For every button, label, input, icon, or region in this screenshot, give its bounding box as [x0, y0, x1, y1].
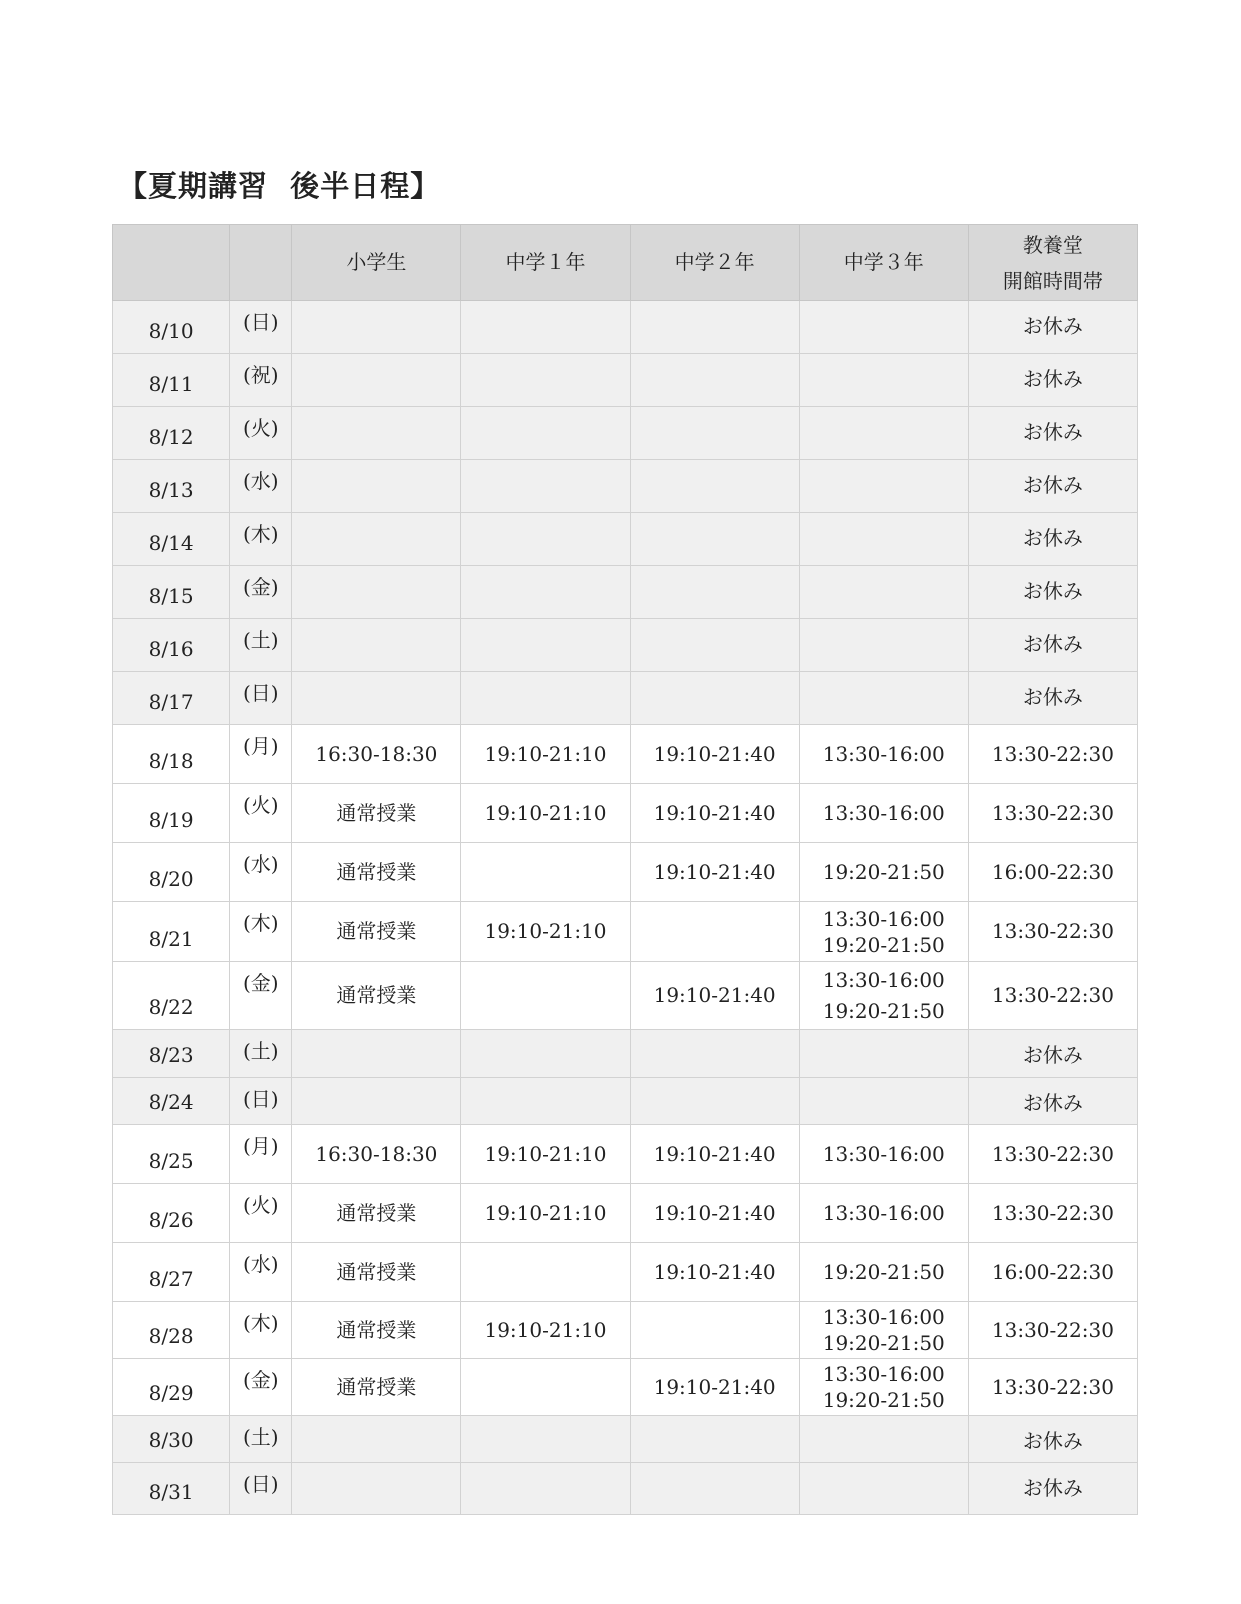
weekday-text: (日): [242, 310, 279, 334]
cell-junior-1: 19:10-21:10: [461, 784, 630, 843]
weekday-text: (土): [242, 1039, 279, 1063]
cell-junior-1: [461, 354, 630, 407]
time-range: 19:20-21:50: [822, 932, 945, 957]
cell-weekday: [230, 1078, 292, 1125]
table-row: [113, 725, 1138, 784]
table-row: [113, 460, 1138, 513]
weekday-text: (水): [242, 852, 279, 876]
weekday-text: (土): [242, 628, 279, 652]
cell-hall-hours: 13:30-22:30: [968, 784, 1137, 843]
date-text: 8/28: [148, 1324, 194, 1348]
table-row: [113, 566, 1138, 619]
header-elementary: 小学生: [292, 225, 461, 301]
cell-junior-3: 13:30-16:00: [799, 784, 968, 843]
table-row: [113, 1302, 1138, 1359]
cell-date: [113, 843, 230, 902]
cell-junior-2: [630, 1302, 799, 1359]
cell-elementary: [292, 1078, 461, 1125]
cell-hall-hours: 16:00-22:30: [968, 843, 1137, 902]
cell-weekday: [230, 672, 292, 725]
cell-junior-1: 19:10-21:10: [461, 1184, 630, 1243]
cell-junior-2: [630, 902, 799, 962]
cell-weekday: [230, 1463, 292, 1515]
cell-elementary: [292, 672, 461, 725]
cell-date: [113, 513, 230, 566]
table-row: [113, 513, 1138, 566]
header-hall-hours-line: 教養堂: [1022, 232, 1083, 257]
cell-junior-2: [630, 407, 799, 460]
cell-date: [113, 1125, 230, 1184]
cell-junior-3: [799, 1359, 968, 1416]
cell-junior-3: 13:30-16:00: [799, 1125, 968, 1184]
date-text: 8/31: [148, 1480, 194, 1504]
cell-junior-1: [461, 407, 630, 460]
header-junior-2: 中学２年: [630, 225, 799, 301]
cell-junior-2: 19:10-21:40: [630, 784, 799, 843]
cell-date: [113, 902, 230, 962]
table-row: [113, 1416, 1138, 1463]
time-range: 13:30-16:00: [822, 906, 945, 931]
date-text: 8/26: [148, 1208, 194, 1232]
cell-junior-2: [630, 301, 799, 354]
cell-hall-hours: お休み: [968, 354, 1137, 407]
cell-weekday: [230, 460, 292, 513]
weekday-text: (祝): [242, 363, 279, 387]
weekday-text: (金): [242, 971, 279, 995]
cell-weekday: [230, 1030, 292, 1078]
cell-hall-hours: お休み: [968, 619, 1137, 672]
cell-elementary: 通常授業: [292, 784, 461, 843]
cell-hall-hours: 13:30-22:30: [968, 1184, 1137, 1243]
cell-junior-3: [799, 1302, 968, 1359]
cell-junior-1: [461, 672, 630, 725]
header-weekday: [230, 225, 292, 301]
cell-date: [113, 407, 230, 460]
cell-date: [113, 725, 230, 784]
schedule-table: [112, 224, 1138, 1515]
weekday-text: (土): [242, 1425, 279, 1449]
date-text: 8/24: [148, 1090, 194, 1114]
cell-hall-hours: お休み: [968, 1463, 1137, 1515]
cell-junior-3: [799, 672, 968, 725]
date-text: 8/25: [148, 1149, 194, 1173]
cell-junior-2: 19:10-21:40: [630, 1184, 799, 1243]
cell-junior-1: [461, 962, 630, 1030]
cell-weekday: [230, 354, 292, 407]
cell-junior-2: [630, 1416, 799, 1463]
time-range: 13:30-16:00: [822, 1362, 945, 1386]
table-row: [113, 962, 1138, 1030]
cell-junior-2: [630, 1463, 799, 1515]
cell-junior-1: [461, 301, 630, 354]
cell-hall-hours: お休み: [968, 301, 1137, 354]
cell-elementary: 通常授業: [292, 962, 461, 1030]
date-text: 8/11: [148, 372, 194, 396]
cell-junior-1: [461, 1416, 630, 1463]
cell-weekday: [230, 513, 292, 566]
cell-date: [113, 301, 230, 354]
cell-junior-1: [461, 1359, 630, 1416]
cell-junior-3: 13:30-16:00: [799, 725, 968, 784]
cell-elementary: 通常授業: [292, 1359, 461, 1416]
cell-date: [113, 1416, 230, 1463]
weekday-text: (日): [242, 1472, 279, 1496]
weekday-text: (金): [242, 575, 279, 599]
cell-hall-hours: 16:00-22:30: [968, 1243, 1137, 1302]
weekday-text: (火): [242, 1193, 279, 1217]
cell-elementary: 16:30-18:30: [292, 1125, 461, 1184]
cell-junior-3: [799, 619, 968, 672]
table-row: [113, 902, 1138, 962]
cell-junior-1: [461, 1078, 630, 1125]
header-hall-hours: [968, 225, 1137, 301]
date-text: 8/22: [148, 995, 194, 1019]
cell-junior-1: [461, 1030, 630, 1078]
time-range: 19:20-21:50: [822, 1331, 945, 1355]
cell-hall-hours: お休み: [968, 1416, 1137, 1463]
cell-hall-hours: お休み: [968, 513, 1137, 566]
cell-junior-3: 19:20-21:50: [799, 843, 968, 902]
cell-elementary: 通常授業: [292, 1302, 461, 1359]
table-row: [113, 672, 1138, 725]
cell-weekday: [230, 566, 292, 619]
cell-weekday: [230, 1125, 292, 1184]
table-row: [113, 1463, 1138, 1515]
cell-junior-3: 19:20-21:50: [799, 1243, 968, 1302]
cell-hall-hours: お休み: [968, 1078, 1137, 1125]
cell-junior-3: [799, 513, 968, 566]
date-text: 8/18: [148, 749, 194, 773]
weekday-text: (日): [242, 681, 279, 705]
weekday-text: (月): [242, 734, 279, 758]
cell-weekday: [230, 902, 292, 962]
cell-hall-hours: お休み: [968, 407, 1137, 460]
cell-junior-3: [799, 566, 968, 619]
weekday-text: (木): [242, 522, 279, 546]
cell-hall-hours: 13:30-22:30: [968, 1302, 1137, 1359]
cell-elementary: 16:30-18:30: [292, 725, 461, 784]
cell-weekday: [230, 1416, 292, 1463]
table-row: [113, 1184, 1138, 1243]
cell-elementary: 通常授業: [292, 902, 461, 962]
date-text: 8/10: [148, 319, 194, 343]
date-text: 8/23: [148, 1043, 194, 1067]
table-row: [113, 843, 1138, 902]
date-text: 8/20: [148, 867, 194, 891]
cell-junior-3: [799, 301, 968, 354]
date-text: 8/14: [148, 531, 194, 555]
cell-junior-1: [461, 1463, 630, 1515]
weekday-text: (木): [242, 1311, 279, 1335]
cell-elementary: [292, 354, 461, 407]
cell-junior-2: [630, 513, 799, 566]
cell-hall-hours: 13:30-22:30: [968, 902, 1137, 962]
table-row: [113, 1078, 1138, 1125]
date-text: 8/16: [148, 637, 194, 661]
cell-junior-1: 19:10-21:10: [461, 725, 630, 784]
cell-weekday: [230, 301, 292, 354]
table-row: [113, 619, 1138, 672]
cell-junior-2: [630, 619, 799, 672]
weekday-text: (水): [242, 1252, 279, 1276]
cell-date: [113, 1184, 230, 1243]
cell-junior-1: [461, 566, 630, 619]
header-junior-3: 中学３年: [799, 225, 968, 301]
cell-elementary: [292, 460, 461, 513]
weekday-text: (月): [242, 1134, 279, 1158]
table-row: [113, 784, 1138, 843]
weekday-text: (火): [242, 793, 279, 817]
cell-hall-hours: お休み: [968, 1030, 1137, 1078]
schedule-body: [113, 301, 1138, 1515]
date-text: 8/12: [148, 425, 194, 449]
cell-junior-3: [799, 407, 968, 460]
table-row: [113, 407, 1138, 460]
cell-junior-3: [799, 962, 968, 1030]
cell-junior-1: 19:10-21:10: [461, 1302, 630, 1359]
cell-junior-2: [630, 566, 799, 619]
cell-junior-3: [799, 1463, 968, 1515]
cell-elementary: [292, 1463, 461, 1515]
page-title: 【夏期講習 後半日程】: [118, 169, 441, 203]
date-text: 8/21: [148, 927, 194, 951]
cell-date: [113, 1078, 230, 1125]
cell-junior-1: 19:10-21:10: [461, 902, 630, 962]
cell-date: [113, 672, 230, 725]
header-hall-hours-line: 開館時間帯: [1002, 268, 1103, 293]
weekday-text: (日): [242, 1087, 279, 1111]
time-range: 19:20-21:50: [822, 1388, 945, 1412]
cell-junior-3: [799, 354, 968, 407]
cell-elementary: 通常授業: [292, 1184, 461, 1243]
cell-weekday: [230, 725, 292, 784]
cell-date: [113, 1243, 230, 1302]
date-text: 8/15: [148, 584, 194, 608]
date-text: 8/29: [148, 1381, 194, 1405]
cell-date: [113, 1359, 230, 1416]
cell-weekday: [230, 1184, 292, 1243]
cell-hall-hours: 13:30-22:30: [968, 1359, 1137, 1416]
cell-junior-2: 19:10-21:40: [630, 1125, 799, 1184]
date-text: 8/30: [148, 1428, 194, 1452]
cell-junior-2: 19:10-21:40: [630, 725, 799, 784]
cell-weekday: [230, 407, 292, 460]
header-date: [113, 225, 230, 301]
cell-junior-3: [799, 1416, 968, 1463]
cell-junior-2: [630, 354, 799, 407]
cell-hall-hours: 13:30-22:30: [968, 725, 1137, 784]
cell-junior-1: 19:10-21:10: [461, 1125, 630, 1184]
cell-junior-3: [799, 1030, 968, 1078]
cell-elementary: [292, 513, 461, 566]
table-row: [113, 1030, 1138, 1078]
table-row: [113, 1359, 1138, 1416]
date-text: 8/27: [148, 1267, 194, 1291]
cell-elementary: [292, 566, 461, 619]
cell-date: [113, 1302, 230, 1359]
cell-hall-hours: お休み: [968, 672, 1137, 725]
cell-elementary: 通常授業: [292, 843, 461, 902]
cell-junior-2: 19:10-21:40: [630, 1243, 799, 1302]
cell-weekday: [230, 962, 292, 1030]
time-range: 19:20-21:50: [822, 998, 945, 1023]
cell-date: [113, 784, 230, 843]
cell-junior-2: 19:10-21:40: [630, 962, 799, 1030]
cell-elementary: [292, 619, 461, 672]
date-text: 8/13: [148, 478, 194, 502]
header-hall-hours-text: [969, 227, 1137, 299]
cell-junior-2: [630, 1078, 799, 1125]
cell-hall-hours: 13:30-22:30: [968, 1125, 1137, 1184]
weekday-text: (火): [242, 416, 279, 440]
cell-hall-hours: お休み: [968, 460, 1137, 513]
date-text: 8/17: [148, 690, 194, 714]
table-row: [113, 1243, 1138, 1302]
time-range: 13:30-16:00: [822, 967, 945, 992]
cell-weekday: [230, 619, 292, 672]
weekday-text: (金): [242, 1368, 279, 1392]
cell-date: [113, 1463, 230, 1515]
cell-elementary: [292, 301, 461, 354]
table-row: [113, 301, 1138, 354]
cell-date: [113, 354, 230, 407]
cell-date: [113, 566, 230, 619]
cell-junior-2: [630, 1030, 799, 1078]
cell-elementary: 通常授業: [292, 1243, 461, 1302]
cell-junior-1: [461, 1243, 630, 1302]
cell-date: [113, 619, 230, 672]
cell-junior-3: [799, 902, 968, 962]
cell-junior-3: [799, 460, 968, 513]
cell-weekday: [230, 1243, 292, 1302]
weekday-text: (水): [242, 469, 279, 493]
cell-junior-3: [799, 1078, 968, 1125]
cell-junior-1: [461, 513, 630, 566]
cell-junior-1: [461, 460, 630, 513]
table-header-row: [113, 225, 1138, 301]
cell-date: [113, 962, 230, 1030]
table-row: [113, 1125, 1138, 1184]
cell-date: [113, 460, 230, 513]
cell-weekday: [230, 1359, 292, 1416]
cell-elementary: [292, 1030, 461, 1078]
weekday-text: (木): [242, 911, 279, 935]
cell-elementary: [292, 1416, 461, 1463]
cell-weekday: [230, 1302, 292, 1359]
cell-weekday: [230, 843, 292, 902]
cell-junior-2: 19:10-21:40: [630, 1359, 799, 1416]
cell-weekday: [230, 784, 292, 843]
cell-junior-2: [630, 460, 799, 513]
date-text: 8/19: [148, 808, 194, 832]
cell-hall-hours: 13:30-22:30: [968, 962, 1137, 1030]
cell-junior-1: [461, 843, 630, 902]
cell-junior-2: [630, 672, 799, 725]
cell-junior-1: [461, 619, 630, 672]
cell-junior-3: 13:30-16:00: [799, 1184, 968, 1243]
cell-hall-hours: お休み: [968, 566, 1137, 619]
time-range: 13:30-16:00: [822, 1305, 945, 1329]
cell-junior-2: 19:10-21:40: [630, 843, 799, 902]
cell-elementary: [292, 407, 461, 460]
header-junior-1: 中学１年: [461, 225, 630, 301]
table-row: [113, 354, 1138, 407]
cell-date: [113, 1030, 230, 1078]
